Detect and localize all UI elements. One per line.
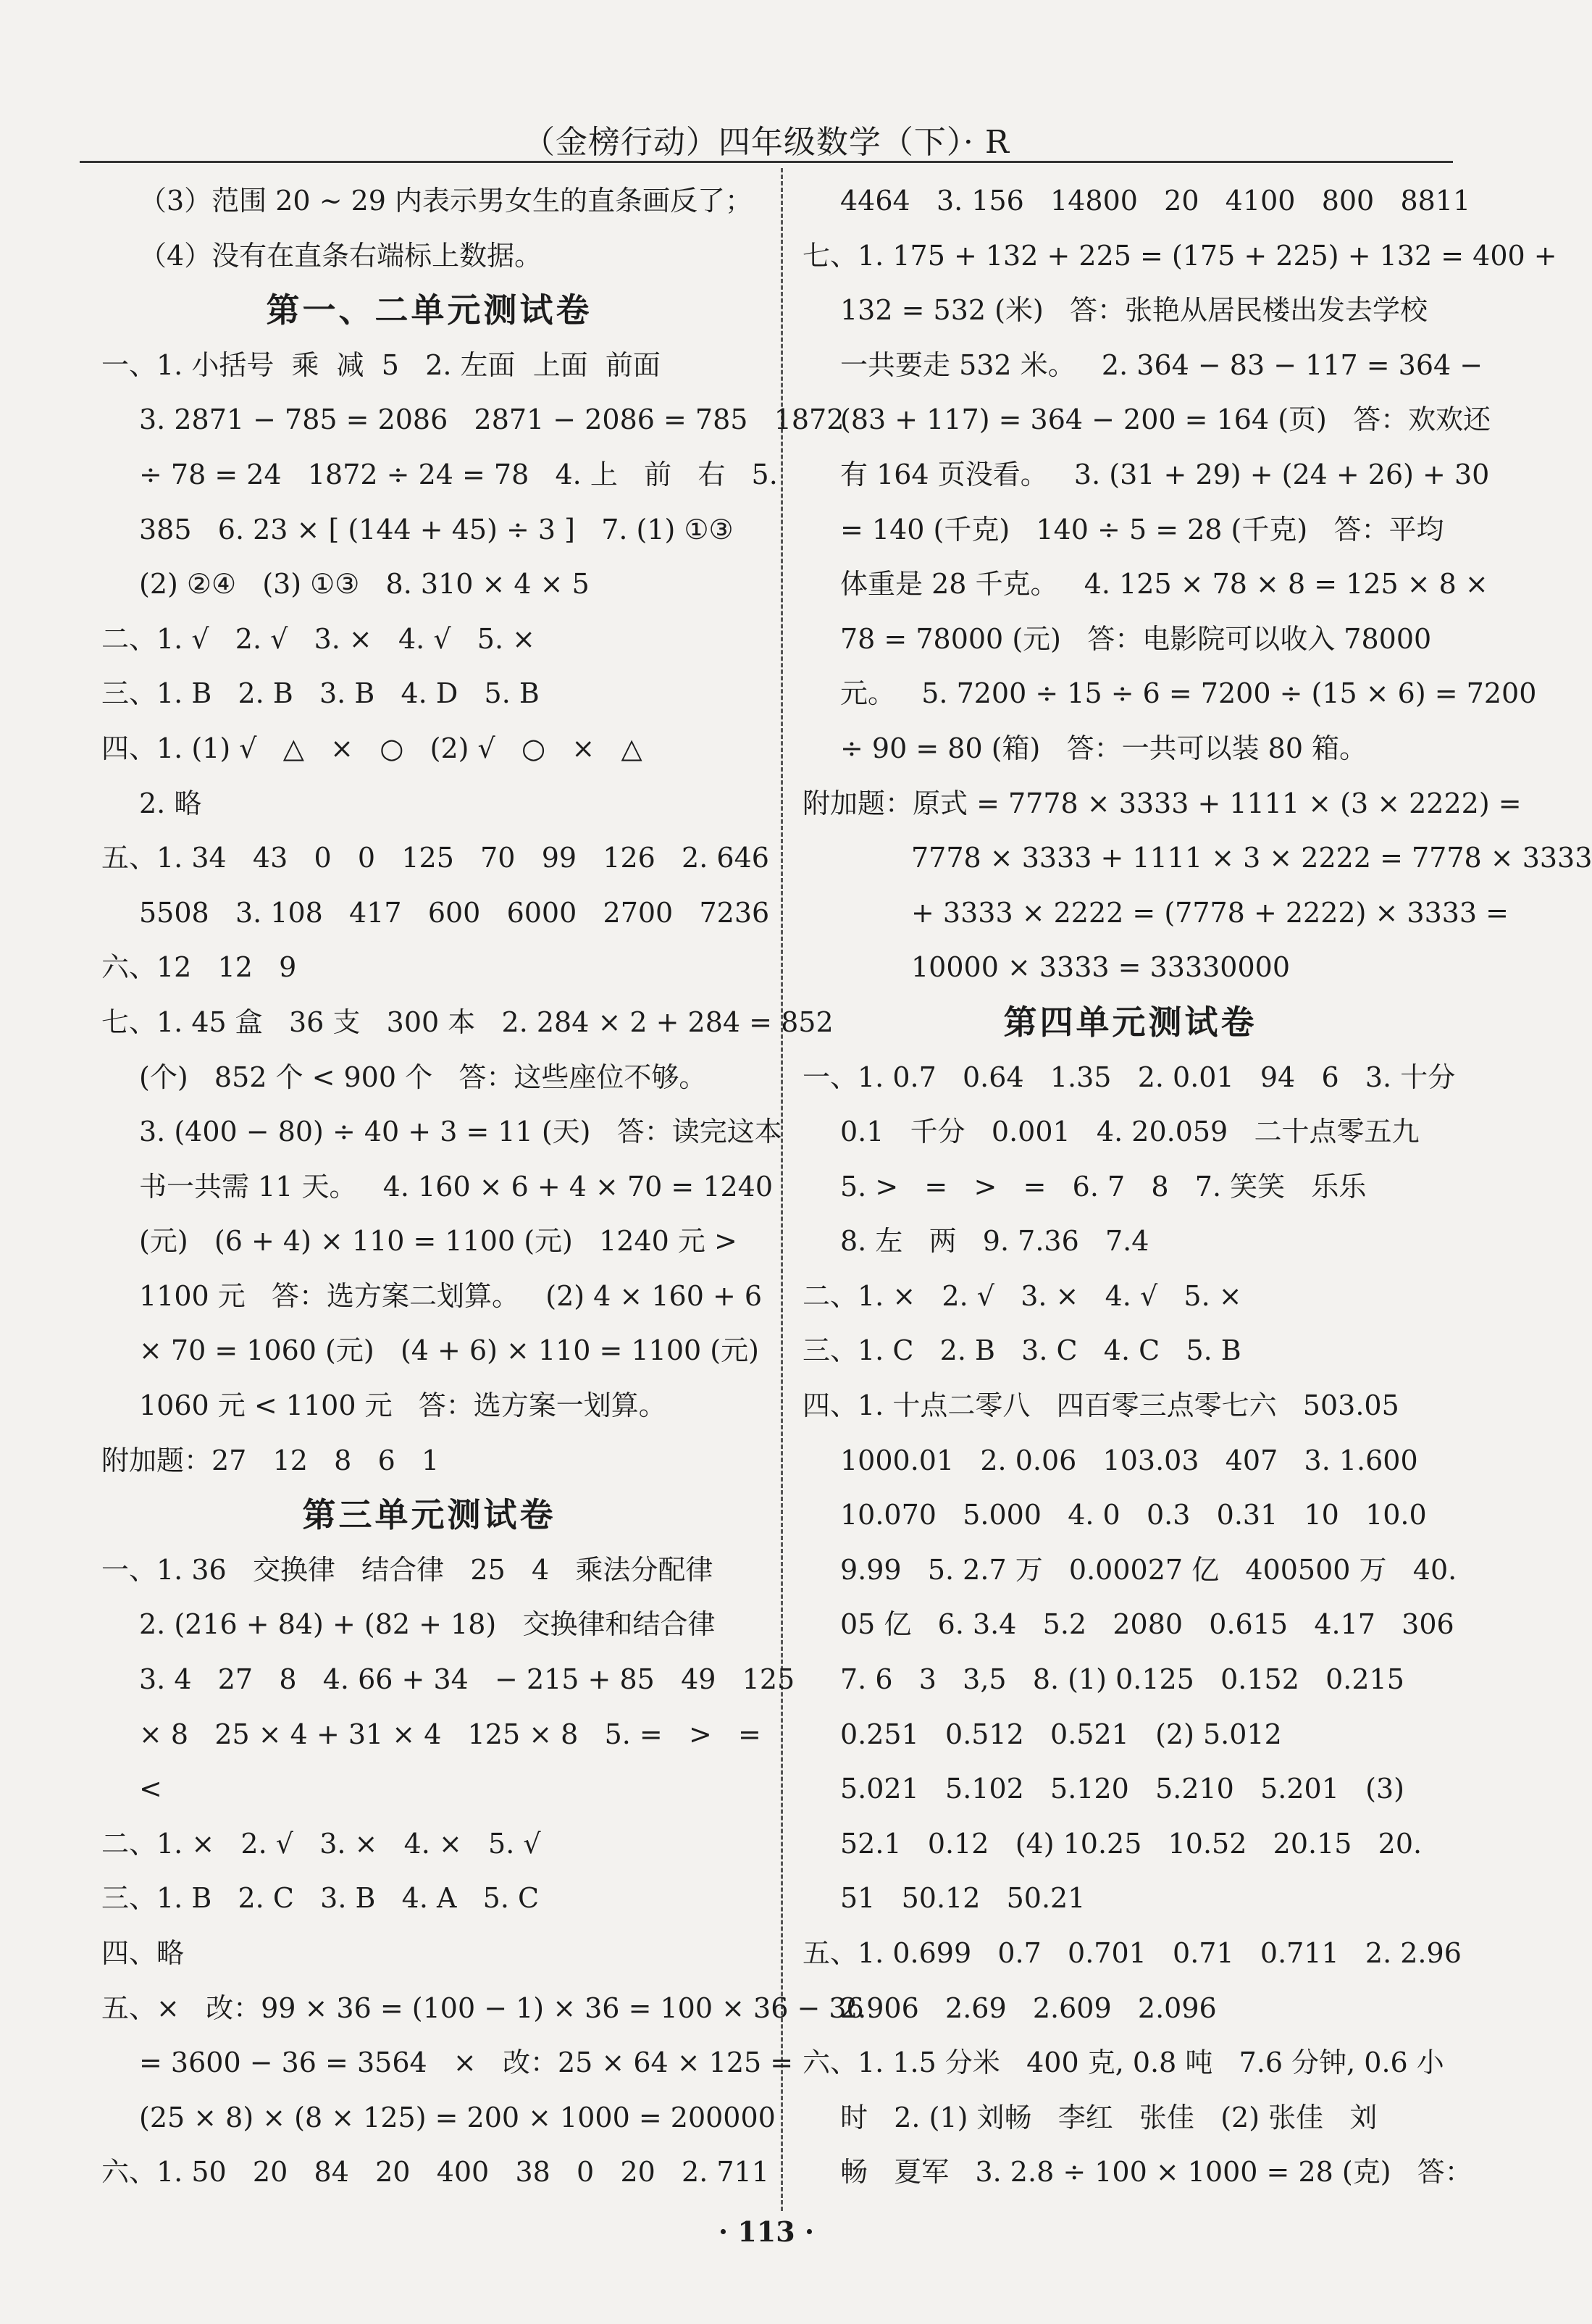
answer-line: 78 = 78000 (元) 答：电影院可以收入 78000 [840, 622, 1432, 655]
answer-line: < [139, 1773, 162, 1805]
right-column [803, 174, 1592, 2200]
answer-line: (个) 852 个 < 900 个 答：这些座位不够。 [139, 1061, 707, 1093]
answer-line: 5.021 5.102 5.120 5.210 5.201 (3) [840, 1773, 1404, 1805]
answer-line: 七、1. 175 + 132 + 225 = (175 + 225) + 132 = 400 + [803, 239, 1557, 272]
answer-line: 2.906 2.69 2.609 2.096 [840, 1991, 1217, 2024]
answer-line: = 140 (千克) 140 ÷ 5 = 28 (千克) 答：平均 [840, 513, 1444, 546]
answer-line: 3. (400 − 80) ÷ 40 + 3 = 11 (天) 答：读完这本 [139, 1116, 782, 1148]
answer-line: 三、1. B 2. C 3. B 4. A 5. C [101, 1882, 540, 1915]
page-number: · 113 · [718, 2215, 815, 2248]
answer-line: 五、× 改：99 × 36 = (100 − 1) × 36 = 100 × 36 − 36 [101, 1991, 864, 2024]
answer-line: (元) (6 + 4) × 110 = 1100 (元) 1240 元 > [139, 1225, 737, 1258]
answer-line: 六、12 12 9 [101, 951, 297, 984]
header-rule [80, 161, 1453, 163]
answer-line: 四、1. 十点二零八 四百零三点零七六 503.05 [803, 1389, 1399, 1422]
answer-line: 一、1. 小括号 乘 减 5 2. 左面 上面 前面 [101, 348, 661, 381]
answer-line: 1060 元 < 1100 元 答：选方案一划算。 [139, 1389, 666, 1422]
answer-line: （3）范围 20 ~ 29 内表示男女生的直条画反了； [139, 185, 753, 217]
answer-line: 一共要走 532 米。 2. 364 − 83 − 117 = 364 − [840, 348, 1483, 381]
answer-line: 四、1. (1) √ △ × ○ (2) √ ○ × △ [101, 732, 642, 764]
answer-line: 7778 × 3333 + 1111 × 3 × 2222 = 7778 × 3333 [911, 842, 1592, 874]
answer-line: 9.99 5. 2.7 万 0.00027 亿 400500 万 40. [840, 1553, 1457, 1586]
answer-line: 三、1. C 2. B 3. C 4. C 5. B [803, 1334, 1241, 1367]
answer-line: 五、1. 34 43 0 0 125 70 99 126 2. 646 [101, 842, 769, 874]
section-title: 第一、二单元测试卷 [266, 290, 592, 330]
answer-line: 六、1. 50 20 84 20 400 38 0 20 2. 711 [101, 2156, 769, 2189]
answer-line: 8. 左 两 9. 7.36 7.4 [840, 1225, 1149, 1258]
answer-line: 4464 3. 156 14800 20 4100 800 8811 [840, 185, 1471, 217]
answer-line: 1000.01 2. 0.06 103.03 407 3. 1.600 [840, 1444, 1418, 1476]
answer-line: 二、1. × 2. √ 3. × 4. √ 5. × [803, 1279, 1242, 1312]
answer-line: 132 = 532 (米) 答：张艳从居民楼出发去学校 [840, 294, 1428, 327]
answer-line: 10000 × 3333 = 33330000 [911, 951, 1291, 984]
answer-line: 体重是 28 千克。 4. 125 × 78 × 8 = 125 × 8 × [840, 568, 1488, 601]
section-title: 第四单元测试卷 [1003, 1002, 1257, 1042]
answer-line: 附加题：原式 = 7778 × 3333 + 1111 × (3 × 2222) = [803, 787, 1522, 819]
answer-line: 0.251 0.512 0.521 (2) 5.012 [840, 1718, 1282, 1750]
answer-line: × 8 25 × 4 + 31 × 4 125 × 8 5. = > = [139, 1718, 761, 1750]
answer-line: 二、1. × 2. √ 3. × 4. × 5. √ [101, 1827, 541, 1860]
answer-line: 3. 2871 − 785 = 2086 2871 − 2086 = 785 1872 [139, 404, 845, 436]
answer-line: 51 50.12 50.21 [840, 1882, 1086, 1915]
answer-line: 05 亿 6. 3.4 5.2 2080 0.615 4.17 306 [840, 1608, 1454, 1641]
answer-line: 52.1 0.12 (4) 10.25 10.52 20.15 20. [840, 1827, 1423, 1860]
answer-line: 五、1. 0.699 0.7 0.701 0.71 0.711 2. 2.96 [803, 1937, 1462, 1969]
answer-line: 5. > = > = 6. 7 8 7. 笑笑 乐乐 [840, 1170, 1367, 1203]
answer-line: 有 164 页没看。 3. (31 + 29) + (24 + 26) + 30 [840, 458, 1490, 490]
answer-line: 5508 3. 108 417 600 6000 2700 7236 [139, 896, 770, 929]
answer-line: 六、1. 1.5 分米 400 克, 0.8 吨 7.6 分钟, 0.6 小 [803, 2047, 1444, 2079]
page-header: （金榜行动）四年级数学（下）· R [522, 124, 1010, 161]
section-title: 第三单元测试卷 [302, 1495, 556, 1535]
column-divider [781, 168, 783, 2211]
answer-line: 元。 5. 7200 ÷ 15 ÷ 6 = 7200 ÷ (15 × 6) = 7200 [840, 677, 1537, 710]
answer-line: + 3333 × 2222 = (7778 + 2222) × 3333 = [911, 896, 1509, 929]
answer-line: 0.1 千分 0.001 4. 20.059 二十点零五九 [840, 1116, 1420, 1148]
answer-line: (2) ②④ (3) ①③ 8. 310 × 4 × 5 [139, 568, 590, 601]
answer-line: 三、1. B 2. B 3. B 4. D 5. B [101, 677, 540, 710]
answer-line: ÷ 90 = 80 (箱) 答：一共可以装 80 箱。 [840, 732, 1367, 764]
answer-line: 385 6. 23 × [ (144 + 45) ÷ 3 ] 7. (1) ①③ [139, 513, 734, 546]
answer-line: 2. (216 + 84) + (82 + 18) 交换律和结合律 [139, 1608, 716, 1641]
answer-line: 1100 元 答：选方案二划算。 (2) 4 × 160 + 6 [139, 1279, 763, 1312]
answer-line: (83 + 117) = 364 − 200 = 164 (页) 答：欢欢还 [840, 404, 1491, 436]
answer-line: 3. 4 27 8 4. 66 + 34 − 215 + 85 49 125 [139, 1663, 795, 1696]
answer-line: 一、1. 0.7 0.64 1.35 2. 0.01 94 6 3. 十分 [803, 1061, 1456, 1093]
answer-line: (25 × 8) × (8 × 125) = 200 × 1000 = 200000 [139, 2101, 776, 2133]
answer-line: 10.070 5.000 4. 0 0.3 0.31 10 10.0 [840, 1499, 1427, 1531]
answer-line: 7. 6 3 3,5 8. (1) 0.125 0.152 0.215 [840, 1663, 1404, 1696]
answer-line: 畅 夏军 3. 2.8 ÷ 100 × 1000 = 28 (克) 答： [840, 2156, 1472, 2189]
answer-line: = 3600 − 36 = 3564 × 改：25 × 64 × 125 = [139, 2047, 794, 2079]
answer-line: 一、1. 36 交换律 结合律 25 4 乘法分配律 [101, 1553, 713, 1586]
answer-line: 附加题：27 12 8 6 1 [101, 1444, 440, 1476]
answer-line: ÷ 78 = 24 1872 ÷ 24 = 78 4. 上 前 右 5. [139, 458, 778, 490]
answer-line: × 70 = 1060 (元) (4 + 6) × 110 = 1100 (元) [139, 1334, 759, 1367]
answer-line: 四、略 [101, 1937, 185, 1969]
answer-line: 2. 略 [139, 787, 202, 819]
answer-line: 七、1. 45 盒 36 支 300 本 2. 284 × 2 + 284 = 852 [101, 1006, 834, 1038]
answer-line: （4）没有在直条右端标上数据。 [139, 239, 542, 272]
answer-line: 二、1. √ 2. √ 3. × 4. √ 5. × [101, 622, 535, 655]
answer-line: 书一共需 11 天。 4. 160 × 6 + 4 × 70 = 1240 [139, 1170, 774, 1203]
answer-line: 时 2. (1) 刘畅 李红 张佳 (2) 张佳 刘 [840, 2101, 1378, 2133]
left-column [101, 174, 864, 2200]
